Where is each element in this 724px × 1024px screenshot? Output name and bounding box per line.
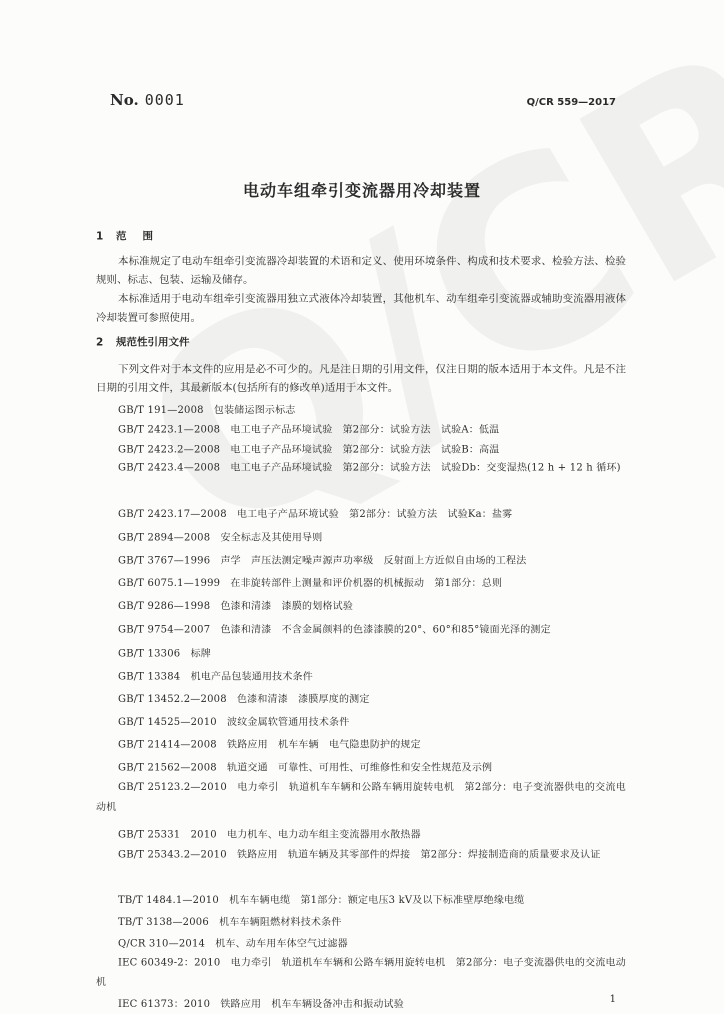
reference-item: GB/T 21414—2008 铁路应用 机车车辆 电气隐患防护的规定 [118,739,421,751]
section-number: 2 [96,336,104,349]
reference-item: GB/T 13452.2—2008 色漆和清漆 漆膜厚度的测定 [118,694,370,706]
reference-item: IEC 61373：2010 铁路应用 机车车辆设备冲击和振动试验 [118,999,404,1011]
reference-item: GB/T 2423.4—2008 电工电子产品环境试验 第2部分：试验方法 试验Db：交变湿热(12 h + 12 h 循环) [118,462,621,474]
paragraph: 本标准适用于电动车组牵引变流器用独立式液体冷却装置，其他机车、动车组牵引变流器或辅助变流器用液体冷却装置可参照使用。 [96,293,626,324]
page-number: 1 [609,994,616,1006]
serial-number-value: 0001 [144,91,185,109]
reference-item: GB/T 14525—2010 波纹金属软管通用技术条件 [118,716,350,728]
serial-number [110,91,185,109]
reference-item: GB/T 25123.2—2010 电力牵引 轨道机车车辆和公路车辆用旋转电机 第2部分：电子变流器供电的交流电动机 [96,782,626,813]
reference-item: TB/T 3138—2006 机车车辆阻燃材料技术条件 [118,916,342,928]
reference-item: IEC 60349-2：2010 电力牵引 轨道机车车辆和公路车辆用旋转电机 第2部分：电子变流器供电的交流电动机 [96,957,626,989]
reference-item: GB/T 9286—1998 色漆和清漆 漆膜的划格试验 [118,601,354,612]
reference-item: TB/T 1484.1—2010 机车车辆电缆 第1部分：额定电压3 kV及以下标准壁厚绝缘电缆 [118,895,525,907]
reference-item: GB/T 2894—2008 安全标志及其使用导则 [118,532,323,544]
reference-item: GB/T 6075.1—1999 在非旋转部件上测量和评价机器的机械振动 第1部分：总则 [118,578,503,590]
section-title: 范围 [116,230,169,243]
section-title: 规范性引用文件 [116,336,190,349]
reference-item: GB/T 21562—2008 轨道交通 可靠性、可用性、可维修性和安全性规范及示例 [118,762,493,774]
standard-code: Q/CR 559—2017 [526,97,616,108]
paragraph: 本标准规定了电动车组牵引变流器冷却装置的术语和定义、使用环境条件、构成和技术要求、检验方法、检验规则、标志、包装、运输及储存。 [96,255,626,287]
serial-number-label: No. [110,91,139,109]
reference-item: Q/CR 310—2014 机车、动车用车体空气过滤器 [118,938,348,950]
reference-item: GB/T 13306 标牌 [118,648,211,660]
reference-item: GB/T 25343.2—2010 铁路应用 轨道车辆及其零部件的焊接 第2部分：焊接制造商的质量要求及认证 [118,849,601,861]
reference-item: GB/T 2423.2—2008 电工电子产品环境试验 第2部分：试验方法 试验B：高温 [118,444,500,456]
reference-item: GB/T 9754—2007 色漆和清漆 不含金属颜料的色漆漆膜的20°、60°和85°镜面光泽的测定 [118,624,551,636]
document-title: 电动车组牵引变流器用冷却装置 [242,181,481,201]
section-heading [96,229,169,244]
paragraph: 下列文件对于本文件的应用是必不可少的。凡是注日期的引用文件，仅注日期的版本适用于本文件。凡是不注日期的引用文件，其最新版本(包括所有的修改单)适用于本文件。 [96,363,626,395]
section-heading [96,335,190,350]
reference-item: GB/T 13384 机电产品包装通用技术条件 [118,671,313,683]
reference-item: GB/T 3767—1996 声学 声压法测定噪声源声功率级 反射面上方近似自由场的工程法 [118,555,527,567]
section-number: 1 [96,230,104,243]
reference-item: GB/T 191—2008 包装储运图示标志 [118,404,296,416]
reference-item: GB/T 2423.17—2008 电工电子产品环境试验 第2部分：试验方法 试验Ka：盐雾 [118,508,513,520]
reference-item: GB/T 25331 2010 电力机车、电力动车组主变流器用水散热器 [118,829,421,841]
reference-item: GB/T 2423.1—2008 电工电子产品环境试验 第2部分：试验方法 试验A：低温 [118,424,500,436]
